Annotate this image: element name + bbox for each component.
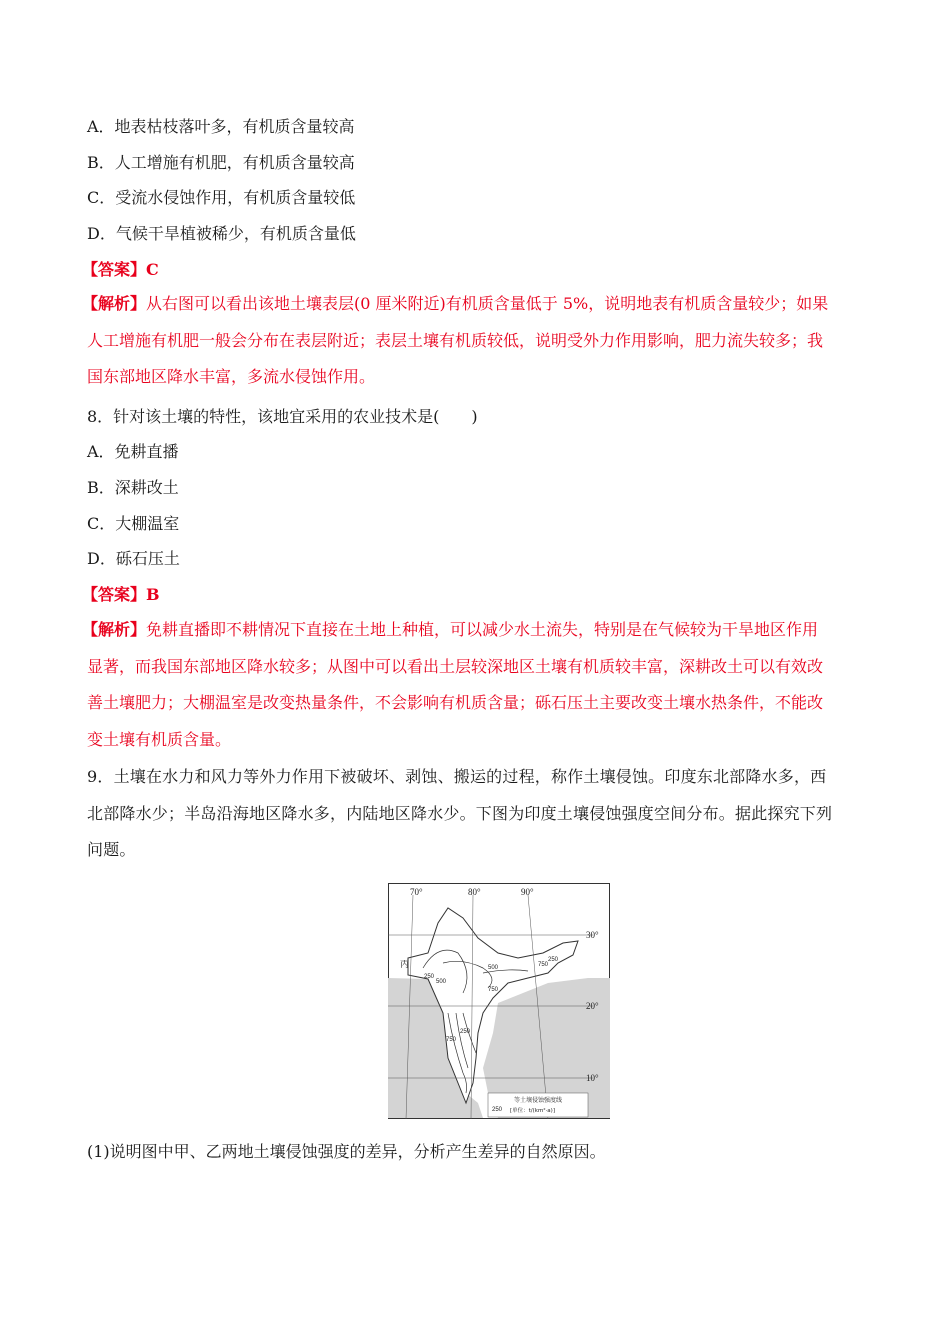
q7-option-b: B．人工增施有机肥，有机质含量较高 — [87, 153, 355, 172]
contour-label: 250 — [460, 1029, 471, 1035]
q8-option-d: D．砾石压土 — [87, 549, 180, 568]
q8-analysis — [82, 612, 865, 758]
q8-option-c: C．大棚温室 — [87, 514, 180, 533]
contour-label: 750 — [488, 987, 499, 993]
lat-label-20: 20° — [586, 1001, 599, 1011]
analysis-line-2: 显著，而我国东部地区降水较多；从图中可以看出土层较深地区土壤有机质较丰富，深耕改土可以有效改 — [87, 656, 824, 676]
q8-option-b: B．深耕改土 — [87, 478, 179, 497]
answer-value: C — [146, 260, 159, 279]
contour-label: 250 — [424, 974, 435, 980]
answer-value: B — [146, 585, 160, 604]
q9-stem — [87, 759, 865, 869]
q9-stem-line-2: 北部降水少；半岛沿海地区降水多，内陆地区降水少。下图为印度土壤侵蚀强度空间分布。据此探究下列 — [87, 803, 833, 823]
legend-title: 等土壤侵蚀强度线 — [514, 1097, 563, 1104]
contour-label: 500 — [488, 965, 499, 971]
analysis-label: 【解析】 — [82, 294, 147, 313]
contour-label: 750 — [446, 1037, 457, 1043]
contour-label: 250 — [548, 957, 559, 963]
analysis-line-3: 善土壤肥力；大棚温室是改变热量条件，不会影响有机质含量；砾石压土主要改变土壤水热条件，不能改 — [87, 693, 824, 712]
lat-label-10: 10° — [586, 1073, 599, 1083]
lon-label-90: 90° — [521, 887, 534, 897]
analysis-line-3: 国东部地区降水丰富，多流水侵蚀作用。 — [87, 367, 376, 386]
analysis-line-1: 从右图可以看出该地土壤表层(0 厘米附近)有机质含量低于 5%，说明地表有机质含量较少；如果 — [146, 294, 829, 313]
contour-label: 750 — [538, 962, 549, 968]
lat-label-30: 30° — [586, 930, 599, 940]
q7-option-d: D．气候干旱植被稀少，有机质含量低 — [87, 224, 356, 243]
analysis-label: 【解析】 — [82, 620, 147, 639]
q7-option-c: C．受流水侵蚀作用，有机质含量较低 — [87, 188, 356, 207]
lon-label-70: 70° — [410, 887, 423, 897]
place-label: 丙 — [400, 960, 410, 970]
india-soil-erosion-map — [388, 883, 610, 1119]
q7-answer — [82, 260, 159, 280]
q8-stem: 8．针对该土壤的特性，该地宜采用的农业技术是( ) — [87, 407, 478, 426]
legend-unit: [单位：t/(km²·a)] — [510, 1108, 555, 1114]
analysis-line-1: 免耕直播即不耕情况下直接在土地上种植，可以减少水土流失，特别是在气候较为干旱地区作用 — [146, 620, 819, 639]
analysis-line-4: 变土壤有机质含量。 — [87, 729, 232, 749]
lon-label-80: 80° — [468, 887, 481, 897]
analysis-line-2: 人工增施有机肥一般会分布在表层附近；表层土壤有机质较低，说明受外力作用影响，肥力流失较多；我 — [87, 330, 824, 350]
answer-label: 【答案】 — [82, 585, 147, 604]
q7-analysis — [82, 286, 865, 396]
q8-option-a: A．免耕直播 — [87, 442, 179, 461]
q9-stem-line-1: 9．土壤在水力和风力等外力作用下被破坏、剥蚀、搬运的过程，称作土壤侵蚀。印度东北部降水多，西 — [87, 767, 827, 786]
q7-option-a: A．地表枯枝落叶多，有机质含量较高 — [87, 117, 355, 136]
q9-sub-question-1: (1)说明图中甲、乙两地土壤侵蚀强度的差异，分析产生差异的自然原因。 — [87, 1142, 606, 1161]
q8-answer — [82, 585, 160, 605]
q9-stem-line-3: 问题。 — [87, 840, 136, 859]
contour-label: 500 — [436, 979, 447, 985]
legend-value: 250 — [492, 1107, 503, 1113]
answer-label: 【答案】 — [82, 260, 147, 279]
